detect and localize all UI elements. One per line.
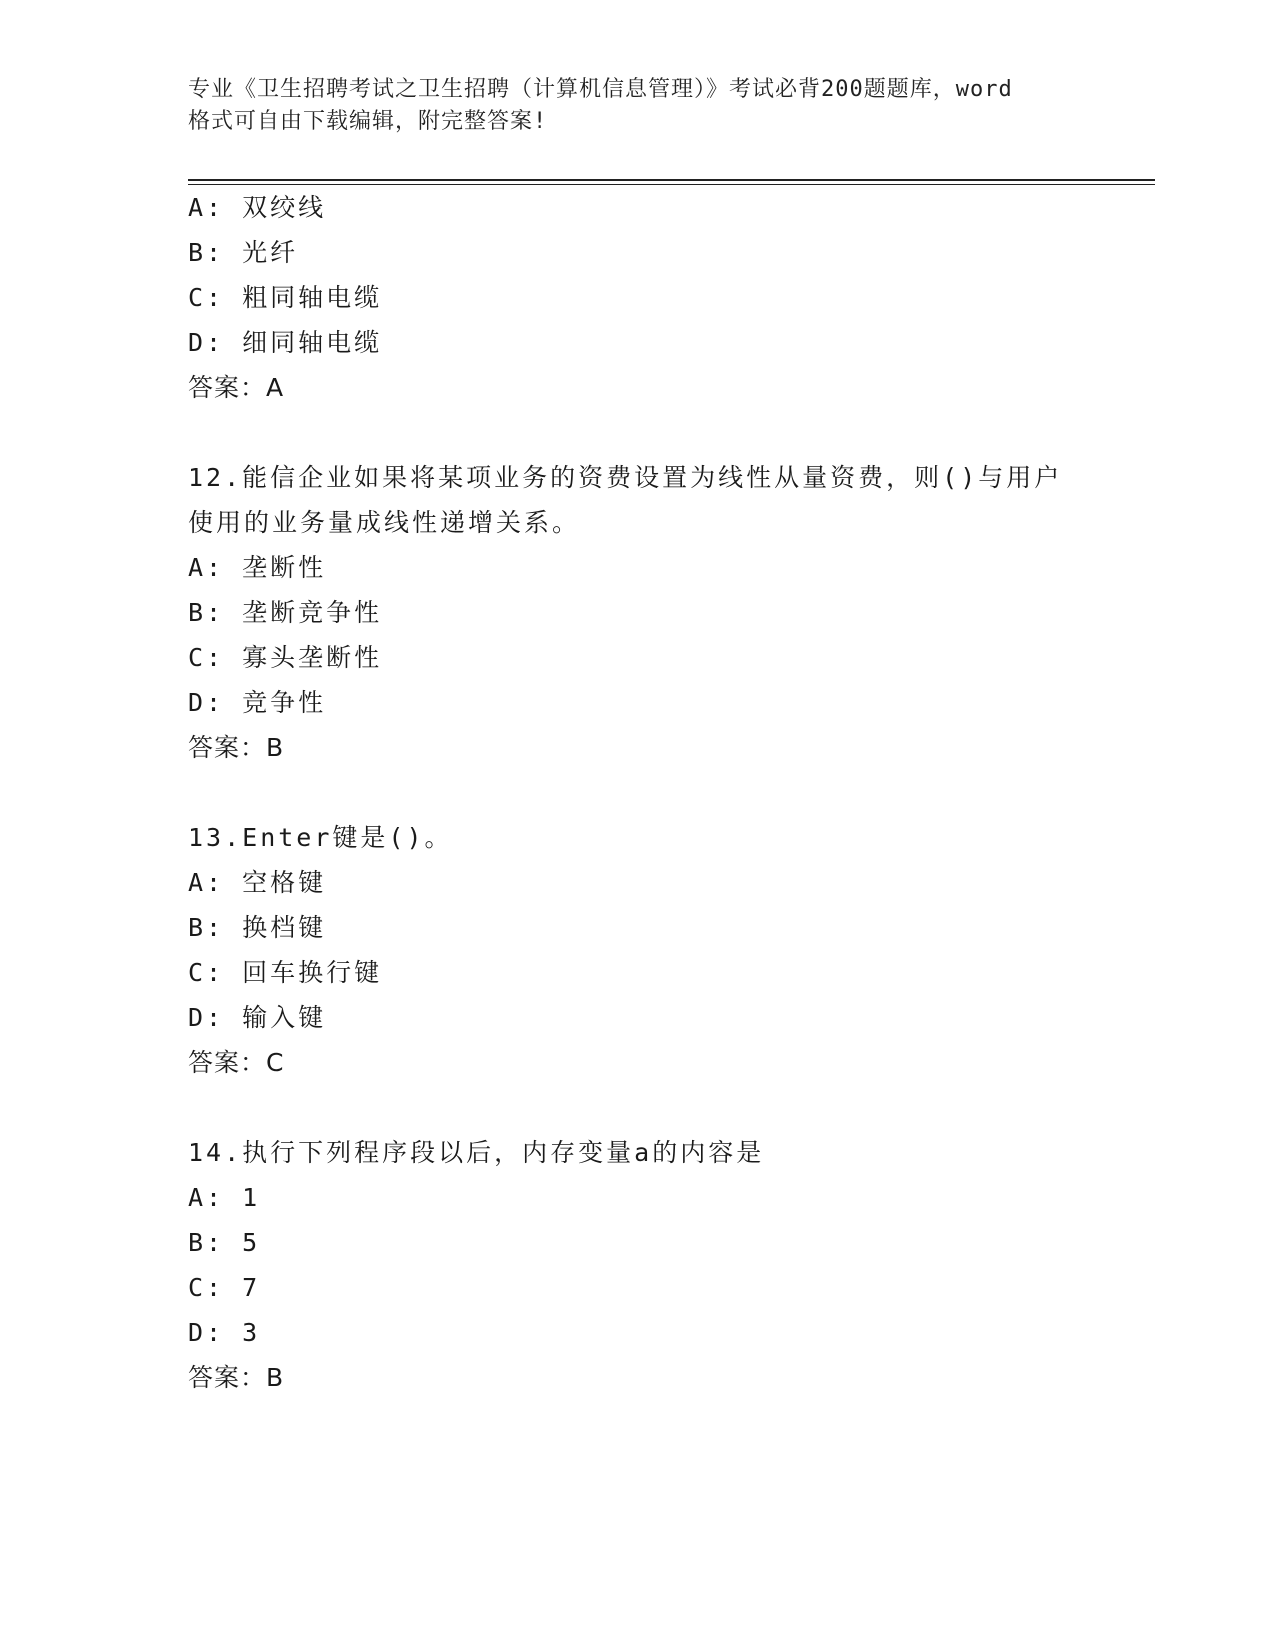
header-title-line-1: 专业《卫生招聘考试之卫生招聘（计算机信息管理）》考试必背200题题库，word [188, 77, 1013, 102]
q11-option-b: B: 光纤 [188, 238, 299, 267]
q14-answer: 答案：B [188, 1363, 285, 1392]
q11-answer: 答案：A [188, 373, 285, 402]
q13-option-d: D: 输入键 [188, 1003, 327, 1032]
q11-option-a: A: 双绞线 [188, 193, 327, 222]
document-header [188, 74, 1088, 138]
header-divider-thick [188, 179, 1155, 181]
q11-option-d: D: 细同轴电缆 [188, 328, 383, 357]
header-divider-thin [188, 184, 1155, 185]
q12-option-b: B: 垄断竞争性 [188, 598, 383, 627]
q12-answer: 答案：B [188, 733, 285, 762]
q13-stem: 13.Enter键是()。 [188, 823, 453, 852]
q13-option-b: B: 换档键 [188, 913, 327, 942]
q12-option-d: D: 竞争性 [188, 688, 327, 717]
q14-option-d: D: 3 [188, 1318, 261, 1347]
q14-stem: 14.执行下列程序段以后，内存变量a的内容是 [188, 1138, 765, 1167]
q13-option-a: A: 空格键 [188, 868, 327, 897]
q12-stem-line-1: 12.能信企业如果将某项业务的资费设置为线性从量资费，则()与用户 [188, 463, 1063, 492]
q12-option-a: A: 垄断性 [188, 553, 327, 582]
q14-option-c: C: 7 [188, 1273, 261, 1302]
q13-answer: 答案：C [188, 1048, 285, 1077]
q14-option-a: A: 1 [188, 1183, 261, 1212]
q12-stem-line-2: 使用的业务量成线性递增关系。 [188, 508, 581, 537]
q14-option-b: B: 5 [188, 1228, 261, 1257]
q12-option-c: C: 寡头垄断性 [188, 643, 383, 672]
q11-option-c: C: 粗同轴电缆 [188, 283, 383, 312]
header-title-line-2: 格式可自由下载编辑，附完整答案! [188, 109, 548, 134]
q13-option-c: C: 回车换行键 [188, 958, 383, 987]
